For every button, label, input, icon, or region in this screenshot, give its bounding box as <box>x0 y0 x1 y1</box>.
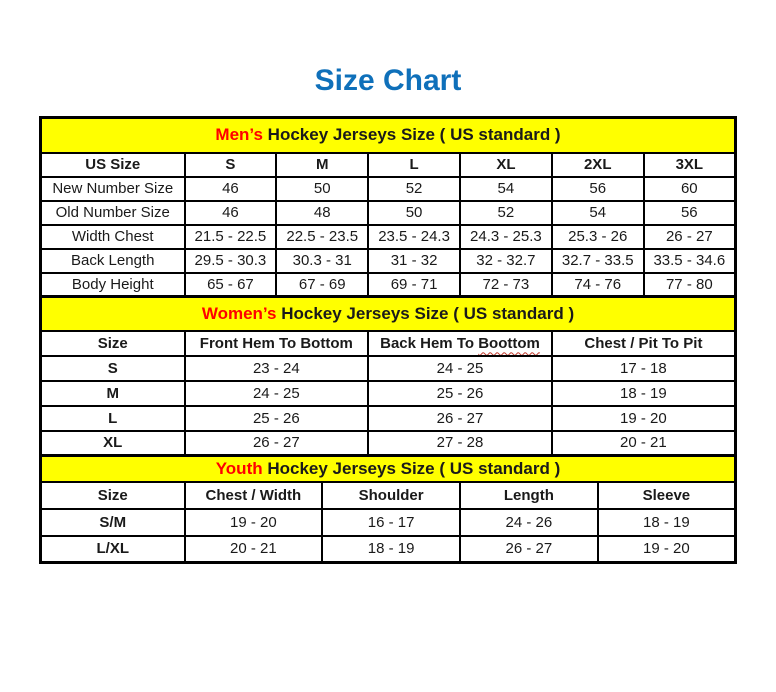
men-value-cell: 56 <box>552 177 644 201</box>
women-banner-row <box>41 297 736 331</box>
women-value-cell: 25 - 26 <box>185 406 369 431</box>
men-table-row <box>41 249 736 273</box>
women-row-label: M <box>41 381 185 406</box>
youth-column-header: Size <box>41 482 185 509</box>
youth-table-row <box>41 509 736 536</box>
men-value-cell: 25.3 - 26 <box>552 225 644 249</box>
women-table-row <box>41 356 736 381</box>
women-table-row <box>41 406 736 431</box>
women-banner <box>41 297 736 331</box>
men-value-cell: 29.5 - 30.3 <box>185 249 277 273</box>
men-value-cell: 26 - 27 <box>644 225 736 249</box>
women-value-cell: 19 - 20 <box>552 406 736 431</box>
women-banner-accent: Women’s <box>201 303 277 323</box>
women-value-cell: 26 - 27 <box>185 431 369 456</box>
men-table-row <box>41 225 736 249</box>
youth-row-label: L/XL <box>41 536 185 563</box>
women-value-cell: 25 - 26 <box>368 381 552 406</box>
size-chart-page <box>0 62 776 564</box>
youth-banner-accent: Youth <box>215 458 263 478</box>
women-column-header: Size <box>41 331 185 356</box>
men-value-cell: 52 <box>460 201 552 225</box>
men-value-cell: 50 <box>276 177 368 201</box>
men-value-cell: 54 <box>552 201 644 225</box>
men-value-cell: 52 <box>368 177 460 201</box>
women-column-header: Chest / Pit To Pit <box>552 331 736 356</box>
youth-value-cell: 18 - 19 <box>322 536 460 563</box>
men-size-table <box>39 116 737 298</box>
men-banner-row <box>41 118 736 153</box>
men-value-cell: 67 - 69 <box>276 273 368 297</box>
men-value-cell: 50 <box>368 201 460 225</box>
men-column-header: M <box>276 153 368 177</box>
men-value-cell: 60 <box>644 177 736 201</box>
youth-banner-text: Hockey Jerseys Size ( US standard ) <box>262 458 561 478</box>
women-table-row <box>41 431 736 456</box>
men-column-header: S <box>185 153 277 177</box>
men-table-row <box>41 177 736 201</box>
women-value-cell: 17 - 18 <box>552 356 736 381</box>
men-value-cell: 72 - 73 <box>460 273 552 297</box>
men-column-header: XL <box>460 153 552 177</box>
men-value-cell: 48 <box>276 201 368 225</box>
youth-column-header: Length <box>460 482 598 509</box>
youth-column-header: Chest / Width <box>185 482 323 509</box>
youth-row-label: S/M <box>41 509 185 536</box>
youth-banner <box>41 456 736 482</box>
youth-column-header: Shoulder <box>322 482 460 509</box>
youth-value-cell: 19 - 20 <box>598 536 736 563</box>
men-banner <box>41 118 736 153</box>
men-value-cell: 65 - 67 <box>185 273 277 297</box>
women-value-cell: 18 - 19 <box>552 381 736 406</box>
women-row-label: L <box>41 406 185 431</box>
men-value-cell: 22.5 - 23.5 <box>276 225 368 249</box>
men-value-cell: 56 <box>644 201 736 225</box>
men-value-cell: 33.5 - 34.6 <box>644 249 736 273</box>
men-value-cell: 24.3 - 25.3 <box>460 225 552 249</box>
women-banner-text: Hockey Jerseys Size ( US standard ) <box>276 303 575 323</box>
men-column-header: 2XL <box>552 153 644 177</box>
misspelled-word: Boottom <box>478 334 540 352</box>
men-value-cell: 31 - 32 <box>368 249 460 273</box>
men-banner-accent: Men’s <box>215 125 263 145</box>
men-value-cell: 32.7 - 33.5 <box>552 249 644 273</box>
page-title: Size Chart <box>314 64 462 97</box>
women-table-row <box>41 381 736 406</box>
youth-value-cell: 18 - 19 <box>598 509 736 536</box>
men-value-cell: 30.3 - 31 <box>276 249 368 273</box>
men-value-cell: 23.5 - 24.3 <box>368 225 460 249</box>
men-value-cell: 21.5 - 22.5 <box>185 225 277 249</box>
women-column-header-text: Back Hem To <box>380 334 479 352</box>
men-value-cell: 54 <box>460 177 552 201</box>
men-row-label: Width Chest <box>41 225 185 249</box>
men-value-cell: 77 - 80 <box>644 273 736 297</box>
men-value-cell: 46 <box>185 177 277 201</box>
women-column-header <box>368 331 552 356</box>
women-value-cell: 24 - 25 <box>368 356 552 381</box>
men-value-cell: 69 - 71 <box>368 273 460 297</box>
men-value-cell: 32 - 32.7 <box>460 249 552 273</box>
men-value-cell: 46 <box>185 201 277 225</box>
men-column-header: 3XL <box>644 153 736 177</box>
youth-value-cell: 26 - 27 <box>460 536 598 563</box>
women-value-cell: 20 - 21 <box>552 431 736 456</box>
youth-value-cell: 20 - 21 <box>185 536 323 563</box>
men-table-row <box>41 201 736 225</box>
youth-size-table <box>39 454 737 564</box>
men-row-label: New Number Size <box>41 177 185 201</box>
women-row-label: S <box>41 356 185 381</box>
youth-banner-row <box>41 456 736 482</box>
men-value-cell: 74 - 76 <box>552 273 644 297</box>
men-column-header: US Size <box>41 153 185 177</box>
women-row-label: XL <box>41 431 185 456</box>
youth-table-row <box>41 536 736 563</box>
men-table-row <box>41 273 736 297</box>
women-header-row <box>41 331 736 356</box>
women-value-cell: 24 - 25 <box>185 381 369 406</box>
men-row-label: Back Length <box>41 249 185 273</box>
youth-value-cell: 16 - 17 <box>322 509 460 536</box>
women-value-cell: 23 - 24 <box>185 356 369 381</box>
youth-column-header: Sleeve <box>598 482 736 509</box>
youth-header-row <box>41 482 736 509</box>
women-size-table <box>39 295 737 457</box>
youth-value-cell: 24 - 26 <box>460 509 598 536</box>
men-row-label: Old Number Size <box>41 201 185 225</box>
men-header-row <box>41 153 736 177</box>
women-value-cell: 26 - 27 <box>368 406 552 431</box>
women-column-header: Front Hem To Bottom <box>185 331 369 356</box>
men-row-label: Body Height <box>41 273 185 297</box>
men-banner-text: Hockey Jerseys Size ( US standard ) <box>262 125 561 145</box>
size-chart-tables <box>39 116 737 564</box>
youth-value-cell: 19 - 20 <box>185 509 323 536</box>
men-column-header: L <box>368 153 460 177</box>
women-value-cell: 27 - 28 <box>368 431 552 456</box>
